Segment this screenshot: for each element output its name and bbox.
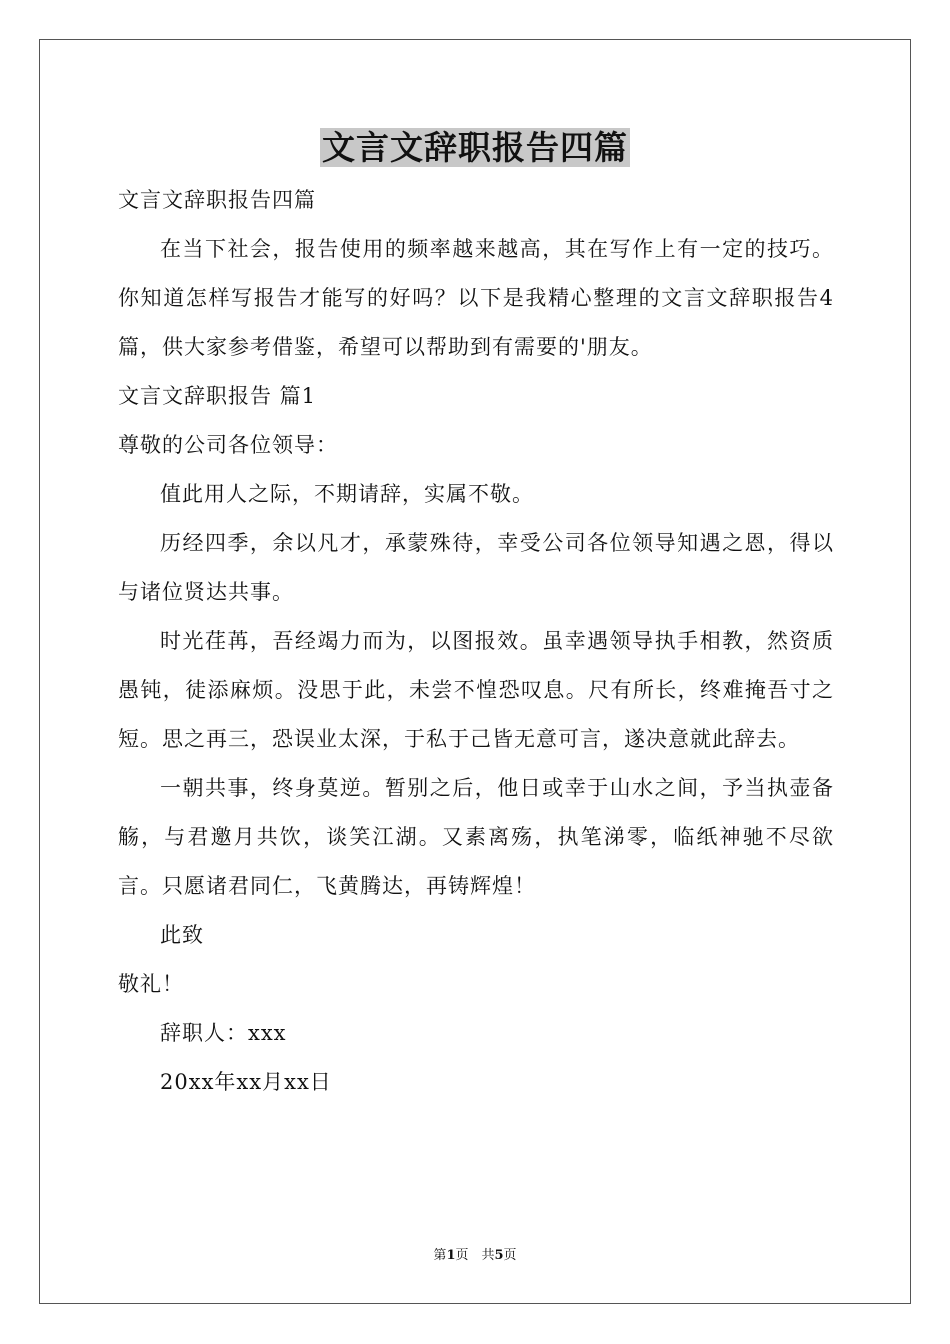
footer-prefix: 第 xyxy=(433,1248,447,1263)
footer-middle: 页 共 xyxy=(455,1248,495,1263)
page-footer xyxy=(0,1246,950,1266)
paragraph-intro: 在当下社会，报告使用的频率越来越高，其在写作上有一定的技巧。你知道怎样写报告才能写的好吗？以下是我精心整理的文言文辞职报告4篇，供大家参考借鉴，希望可以帮助到有需要的'朋友。 xyxy=(118,237,834,359)
paragraph-date: 20xx年xx月xx日 xyxy=(160,1070,332,1094)
paragraph-body-3: 时光荏苒，吾经竭力而为，以图报效。虽幸遇领导执手相教，然资质愚钝，徒添麻烦。没思于此，未尝不惶恐叹息。尺有所长，终难掩吾寸之短。思之再三，恐误业太深，于私于己皆无意可言，遂决意就此辞去。 xyxy=(118,629,834,751)
paragraph-closing: 此致 xyxy=(160,923,204,947)
paragraph-body-1: 值此用人之际，不期请辞，实属不敬。 xyxy=(160,482,534,506)
paragraph-body-2: 历经四季，余以凡才，承蒙殊待，幸受公司各位领导知遇之恩，得以与诸位贤达共事。 xyxy=(118,531,834,604)
document-body xyxy=(118,176,834,1107)
paragraph-salutation: 尊敬的公司各位领导： xyxy=(118,433,338,457)
section-heading: 文言文辞职报告 篇1 xyxy=(118,384,317,408)
paragraph-regards: 敬礼！ xyxy=(118,972,184,996)
footer-current-page: 1 xyxy=(446,1248,456,1263)
footer-suffix: 页 xyxy=(503,1248,517,1263)
document-title xyxy=(0,126,950,170)
paragraph-signature: 辞职人：xxx xyxy=(160,1021,287,1045)
footer-total-pages: 5 xyxy=(494,1248,504,1263)
document-title-text: 文言文辞职报告四篇 xyxy=(322,128,628,167)
paragraph-subtitle: 文言文辞职报告四篇 xyxy=(118,188,316,212)
paragraph-body-4: 一朝共事，终身莫逆。暂别之后，他日或幸于山水之间，予当执壶备觞，与君邀月共饮，谈笑江湖。又素离殇，执笔涕零，临纸神驰不尽欲言。只愿诸君同仁，飞黄腾达，再铸辉煌！ xyxy=(118,776,834,898)
